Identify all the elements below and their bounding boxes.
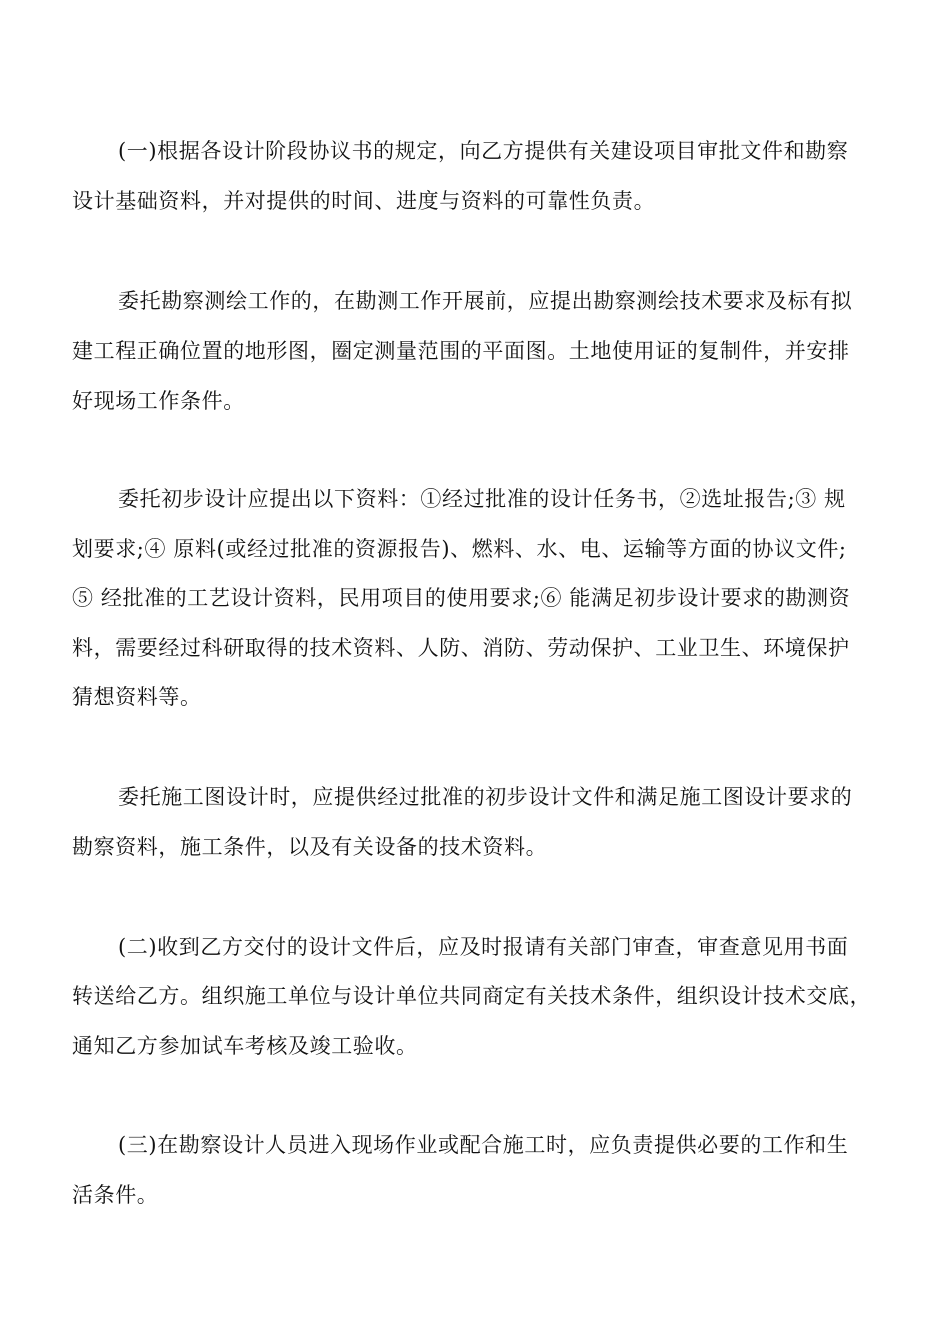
text-line: 建工程正确位置的地形图，圈定测量范围的平面图。土地使用证的复制件，并安排: [72, 339, 850, 363]
text-line: (二)收到乙方交付的设计文件后，应及时报请有关部门审查，审查意见用书面: [118, 935, 849, 959]
text-line: 通知乙方参加试车考核及竣工验收。: [72, 1034, 418, 1058]
text-line: (一)根据各设计阶段协议书的规定，向乙方提供有关建设项目审批文件和勘察: [118, 139, 849, 163]
text-line: 好现场工作条件。: [72, 389, 245, 413]
text-line: 猜想资料等。: [72, 685, 202, 709]
text-line: 划要求;④ 原料(或经过批准的资源报告)、燃料、水、电、运输等方面的协议文件;: [72, 537, 847, 561]
text-line: 活条件。: [72, 1183, 159, 1207]
text-line: 料，需要经过科研取得的技术资料、人防、消防、劳动保护、工业卫生、环境保护: [72, 636, 850, 660]
text-line: 转送给乙方。组织施工单位与设计单位共同商定有关技术条件，组织设计技术交底，: [72, 984, 872, 1008]
text-line: (三)在勘察设计人员进入现场作业或配合施工时，应负责提供必要的工作和生: [118, 1133, 849, 1157]
text-line: 委托施工图设计时，应提供经过批准的初步设计文件和满足施工图设计要求的: [118, 785, 853, 809]
text-line: 委托勘察测绘工作的，在勘测工作开展前，应提出勘察测绘技术要求及标有拟: [118, 289, 853, 313]
text-line: 勘察资料，施工条件，以及有关设备的技术资料。: [72, 835, 548, 859]
text-line: 设计基础资料，并对提供的时间、进度与资料的可靠性负责。: [72, 189, 656, 213]
text-line: 委托初步设计应提出以下资料：①经过批准的设计任务书，②选址报告;③ 规: [118, 487, 846, 511]
text-line: ⑤ 经批准的工艺设计资料，民用项目的使用要求;⑥ 能满足初步设计要求的勘测资: [72, 586, 851, 610]
